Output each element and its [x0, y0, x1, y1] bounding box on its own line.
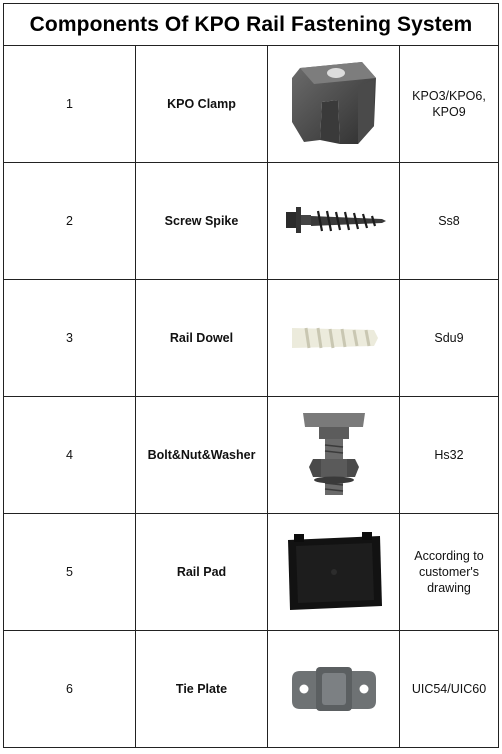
rail-pad-image — [282, 530, 386, 614]
component-image-cell — [268, 631, 400, 748]
component-image-cell — [268, 163, 400, 280]
component-name: Screw Spike — [136, 163, 268, 280]
component-image-cell — [268, 46, 400, 163]
table-row — [4, 280, 499, 397]
component-name: Bolt&Nut&Washer — [136, 397, 268, 514]
model-number: According to customer's drawing — [400, 514, 499, 631]
table-row — [4, 46, 499, 163]
model-number: Sdu9 — [400, 280, 499, 397]
model-number: UIC54/UIC60 — [400, 631, 499, 748]
component-name: Rail Pad — [136, 514, 268, 631]
component-name: KPO Clamp — [136, 46, 268, 163]
table-row — [4, 163, 499, 280]
model-number: Ss8 — [400, 163, 499, 280]
row-number: 1 — [4, 46, 136, 163]
model-number: KPO3/KPO6, KPO9 — [400, 46, 499, 163]
row-number: 4 — [4, 397, 136, 514]
component-name: Tie Plate — [136, 631, 268, 748]
bolt-nut-washer-image — [289, 405, 379, 505]
model-number: Hs32 — [400, 397, 499, 514]
component-image-cell — [268, 280, 400, 397]
table-row — [4, 631, 499, 748]
row-number: 2 — [4, 163, 136, 280]
table-title: Components Of KPO Rail Fastening System — [3, 3, 499, 45]
components-sheet — [3, 3, 499, 748]
component-image-cell — [268, 397, 400, 514]
components-table — [3, 45, 499, 748]
rail-dowel-image — [284, 318, 384, 358]
component-image-cell — [268, 514, 400, 631]
screw-spike-image — [278, 201, 390, 241]
table-row — [4, 397, 499, 514]
row-number: 5 — [4, 514, 136, 631]
component-name: Rail Dowel — [136, 280, 268, 397]
row-number: 6 — [4, 631, 136, 748]
row-number: 3 — [4, 280, 136, 397]
kpo-clamp-image — [284, 56, 384, 152]
table-row — [4, 514, 499, 631]
tie-plate-image — [286, 661, 382, 717]
